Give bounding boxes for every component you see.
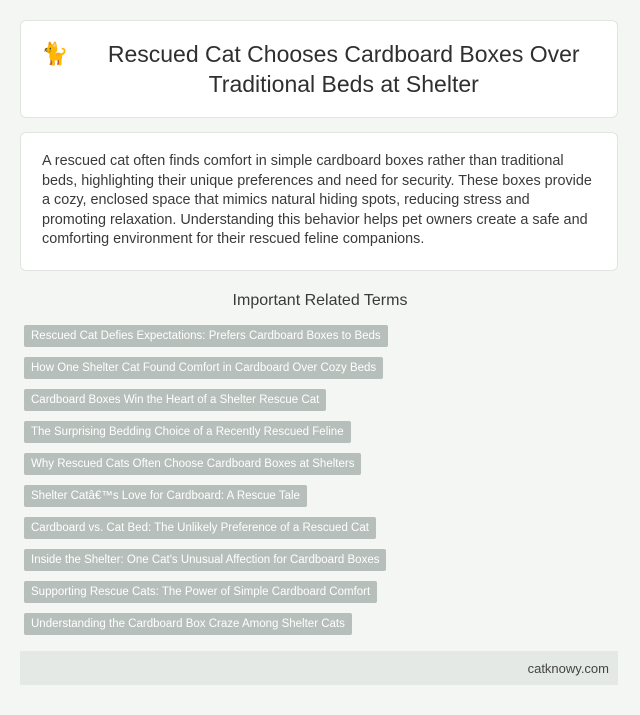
- title-card: [20, 20, 618, 118]
- site-link[interactable]: catknowy.com: [527, 660, 609, 676]
- related-terms-list: [24, 325, 604, 645]
- related-term-tag[interactable]: Inside the Shelter: One Cat's Unusual Affection for Cardboard Boxes: [24, 549, 386, 571]
- cat-icon: 🐈: [41, 41, 69, 66]
- related-term-tag[interactable]: Understanding the Cardboard Box Craze Among Shelter Cats: [24, 613, 352, 635]
- related-term-tag[interactable]: The Surprising Bedding Choice of a Recently Rescued Feline: [24, 421, 351, 443]
- related-term-tag[interactable]: Supporting Rescue Cats: The Power of Simple Cardboard Comfort: [24, 581, 377, 603]
- related-term-tag[interactable]: Why Rescued Cats Often Choose Cardboard Boxes at Shelters: [24, 453, 361, 475]
- related-term-tag[interactable]: Shelter Catâ€™s Love for Cardboard: A Rescue Tale: [24, 485, 307, 507]
- summary-text: A rescued cat often finds comfort in simple cardboard boxes rather than traditional beds, highlighting their unique preferences and need for security. These boxes provide a cozy, enclosed space that mimics natural hiding spots, reducing stress and promoting relaxation. Understanding this behavior helps pet owners create a safe and comforting environment for their rescued feline companions.: [42, 153, 592, 247]
- related-term-tag[interactable]: Cardboard Boxes Win the Heart of a Shelter Rescue Cat: [24, 389, 326, 411]
- title-wrap: [41, 39, 597, 99]
- related-term-tag[interactable]: How One Shelter Cat Found Comfort in Cardboard Over Cozy Beds: [24, 357, 383, 379]
- related-term-tag[interactable]: Cardboard vs. Cat Bed: The Unlikely Preference of a Rescued Cat: [24, 517, 376, 539]
- related-terms-heading: Important Related Terms: [232, 292, 408, 309]
- footer: [20, 651, 618, 685]
- related-term-tag[interactable]: Rescued Cat Defies Expectations: Prefers Cardboard Boxes to Beds: [24, 325, 388, 347]
- page-title: Rescued Cat Chooses Cardboard Boxes Over Traditional Beds at Shelter: [107, 41, 580, 97]
- summary-card: [20, 132, 618, 271]
